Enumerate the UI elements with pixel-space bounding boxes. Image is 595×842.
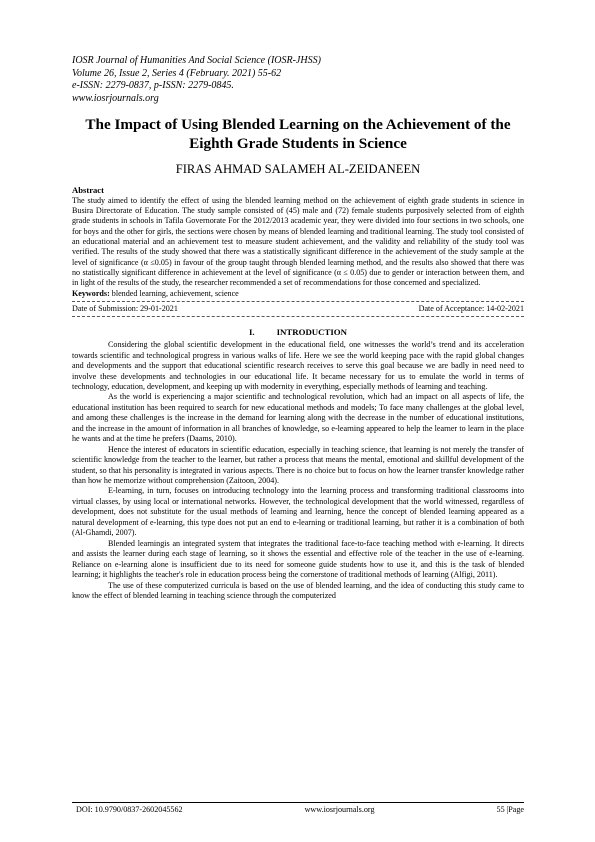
body-paragraph: Considering the global scientific development in the educational field, one witnesses the world’s trend and its acceleration towards scientific and technological progress in various walks of life. Here we see the world keeping pace with the rapid global changes and developments and the support that educational scientific research receives to serve this goal because we are badly in need need to involve these developments and technologies in our educational life. It became necessary for us to emulate the world in terms of technology, education, development, and keeping up with modernity in everything, especially methods of learning and teaching. (72, 340, 524, 391)
body-paragraph: Hence the interest of educators in scientific education, especially in teaching science, that learning is not merely the transfer of scientific knowledge from the teacher to the learner, but rather a process that means the mental, emotional and skillful development of the student, so that his personality is integrated in various aspects. There is no choice but to focus on how the learner transfer knowledge rather than how he memorize without comprehension (Zaitoon, 2004). (72, 444, 524, 486)
body-paragraph: E-learning, in turn, focuses on introducing technology into the learning process and transforming traditional classrooms into virtual classes, by using local or international networks. However, the technological development that the world witnessed, regardless of development, does not substitute for the usual methods of learning and learning, hence the concept of blended learning appeared as a natural development of e-learning, this type does not put an end to e-learning or traditional learning, but rather it is a combination of both (Al-Ghamdi, 2007). (72, 486, 524, 538)
body-paragraph: The use of these computerized curricula is based on the use of blended learning, and the idea of conducting this study came to know the effect of blended learning in teaching science through the computerized (72, 580, 524, 601)
paper-page (72, 55, 524, 601)
footer-page-number: 55 |Page (496, 805, 524, 814)
journal-name: IOSR Journal of Humanities And Social Science (IOSR-JHSS) (72, 55, 321, 66)
body-paragraph: Blended learningis an integrated system that integrates the traditional face-to-face teaching method with e-learning. It directs and assists the learner during each stage of learning, so it shows the essential and effective role of the teacher in the use of e-learning. Reliance on e-learning alone is insufficient due to its need for someone guide students how to use it, and this is the task of blended learning; it highlights the teacher's role in education process being the cornerstone of traditional methods of learning (Alfigi, 2011). (72, 538, 524, 580)
submission-date: Date of Submission: 29-01-2021 (72, 303, 178, 313)
journal-website[interactable]: www.iosrjournals.org (72, 92, 159, 104)
section-heading (72, 327, 524, 338)
body-paragraph: As the world is experiencing a major scientific and technological revolution, which had an impact on all aspects of life, the educational institution has been required to search for new educational methods and models; To face many challenges at the global level, and among these challenges is the increase in the demand for learning along with the decrease in the number of educational institutions, and the increase in the amount of information in all branches of knowledge, so e-learning appeared to help the learner to learn in the place he wants and at the time he prefers (Daams, 2010). (72, 392, 524, 444)
abstract-heading: Abstract (72, 185, 104, 196)
abstract-text: The study aimed to identify the effect of using the blended learning method on the achievement of eighth grade students in science in Busira Directorate of Education. The study sample consisted of (45) male and (72) female students purposively selected from of eighth grade students in schools in Tafila Governorate For the 2012/2013 academic year, they were divided into four sections in two schools, one for boys and the other for girls, the sections were chosen by means of blended learning and traditional learning. The study tool consisted of an educational material and an achievement test to measure student achievement, and the validity and reliability of the study tool was verified. The results of the study showed that there was a statistically significant difference in the achievement of the study sample at the level of significance (α ≤0.05) in favour of the group taught through blended learning method, and the results also showed that there was no statistically significant difference in achievement at the level of significance (α ≤ 0.05) due to gender or interaction between them, and in light of the results of the study, the researcher recommended a set of recommendations for those concerned and specialized. (72, 195, 524, 288)
footer-website[interactable]: www.iosrjournals.org (304, 805, 375, 814)
keywords-label: Keywords: (72, 288, 110, 298)
page-footer (72, 802, 524, 815)
divider-bottom (72, 316, 524, 317)
journal-volume: Volume 26, Issue 2, Series 4 (February. 2021) 55-62 (72, 67, 282, 79)
journal-issn: e-ISSN: 2279-0837, p-ISSN: 2279-0845. (72, 80, 234, 92)
dates-row (72, 304, 524, 315)
acceptance-date: Date of Acceptance: 14-02-2021 (418, 303, 524, 313)
author-name: FIRAS AHMAD SALAMEH AL-ZEIDANEEN (175, 162, 421, 177)
section-title: INTRODUCTION (276, 327, 347, 338)
divider-top (72, 301, 524, 302)
paper-title: The Impact of Using Blended Learning on the Achievement of the Eighth Grade Students in Science (85, 116, 511, 153)
keywords-text: blended learning, achievement, science (111, 288, 239, 298)
section-number: I. (248, 327, 255, 338)
keywords-line (72, 289, 524, 299)
footer-doi: DOI: 10.9790/0837-2602045562 (76, 805, 183, 814)
